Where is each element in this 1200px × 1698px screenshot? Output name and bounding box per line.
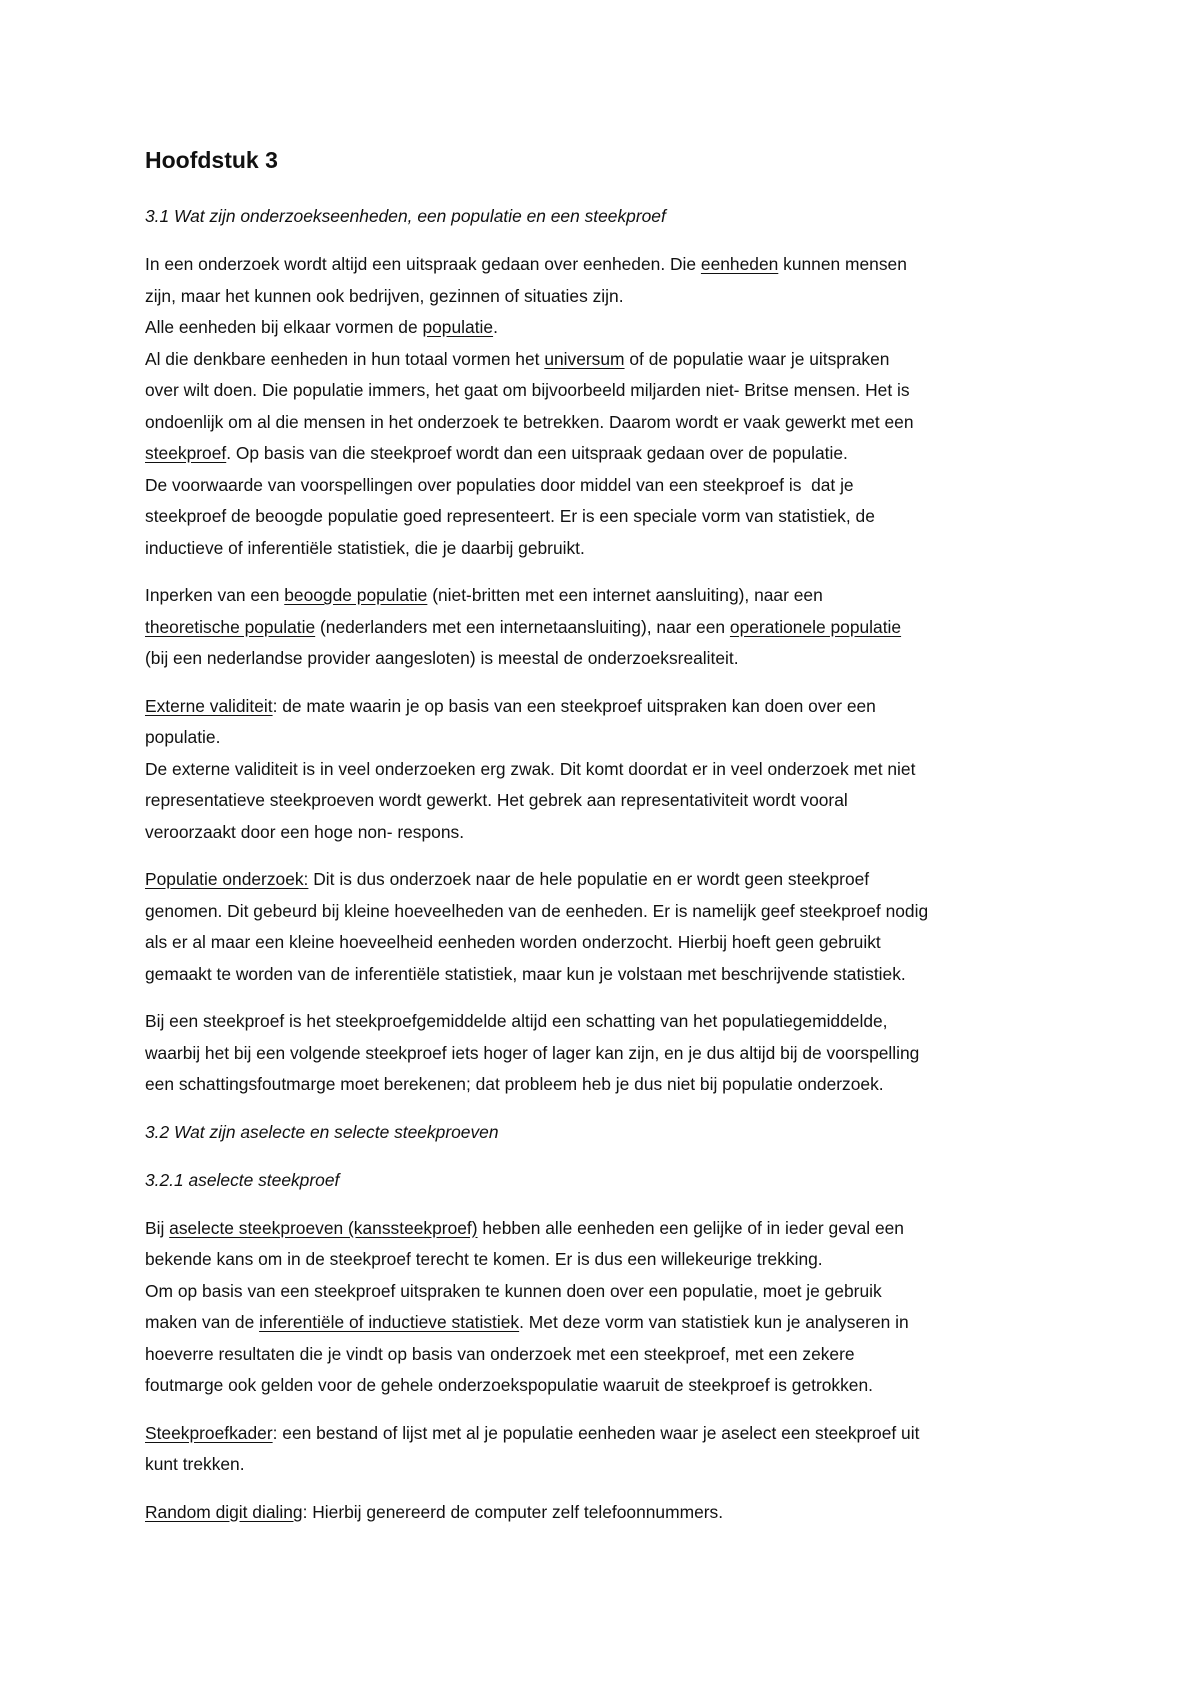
text-line: De externe validiteit is in veel onderzoeken erg zwak. Dit komt doordat er in veel onderzoek met niet	[145, 758, 916, 779]
paragraph-sampling-frame	[145, 1418, 1090, 1481]
section-3-2-1-title: 3.2.1 aselecte steekproef	[145, 1169, 340, 1190]
text-line: Bij een steekproef is het steekproefgemiddelde altijd een schatting van het populatiegemiddelde,	[145, 1011, 888, 1031]
term-theoretische-populatie: theoretische populatie	[145, 616, 316, 637]
text-line: (bij een nederlandse provider aangesloten) is meestal de onderzoeksrealiteit.	[145, 648, 739, 668]
text-line: Populatie onderzoek: Dit is dus onderzoek naar de hele populatie en er wordt geen steekproef	[145, 869, 870, 889]
term-steekproef: steekproef	[145, 443, 227, 463]
text-line: als er al maar een kleine hoeveelheid eenheden worden onderzocht. Hierbij hoeft geen gebruikt	[145, 932, 881, 952]
text-line: een schattingsfoutmarge moet berekenen; dat probleem heb je dus niet bij populatie onderzoek.	[145, 1074, 884, 1094]
text-line: steekproef. Op basis van die steekproef wordt dan een uitspraak gedaan over de populatie.	[145, 443, 848, 463]
text-line: bekende kans om in de steekproef terecht te komen. Er is dus een willekeurige trekking.	[145, 1249, 823, 1269]
text-line: veroorzaakt door een hoge non- respons.	[145, 821, 465, 842]
text-line: ondoenlijk om al die mensen in het onderzoek te betrekken. Daarom wordt er vaak gewerkt met een	[145, 411, 914, 432]
text-line: Inperken van een beoogde populatie (niet-britten met een internet aansluiting), naar een	[145, 585, 823, 605]
text-line: representatieve steekproeven wordt gewerkt. Het gebrek aan representativiteit wordt vooral	[145, 790, 848, 810]
section-3-2-title: 3.2 Wat zijn aselecte en selecte steekproeven	[145, 1121, 499, 1142]
text-line: In een onderzoek wordt altijd een uitspraak gedaan over eenheden. Die eenheden kunnen mensen	[145, 254, 907, 274]
text-line: maken van de inferentiële of inductieve statistiek. Met deze vorm van statistiek kun je analyseren in	[145, 1312, 909, 1332]
paragraph-population-narrowing	[145, 580, 1090, 675]
text-line: gemaakt te worden van de inferentiële statistiek, maar kun je volstaan met beschrijvende statistiek.	[145, 963, 906, 984]
paragraph-random-digit-dialing	[145, 1497, 1090, 1529]
text-line: hoeverre resultaten die je vindt op basis van onderzoek met een steekproef, met een zekere	[145, 1343, 855, 1364]
term-externe-validiteit: Externe validiteit	[145, 695, 273, 716]
term-random-digit-dialing: Random digit dialing	[145, 1501, 303, 1522]
text-line: Om op basis van een steekproef uitspraken te kunnen doen over een populatie, moet je gebruik	[145, 1280, 882, 1301]
term-populatie-onderzoek: Populatie onderzoek:	[145, 869, 309, 889]
paragraph-external-validity	[145, 691, 1090, 849]
text-line: over wilt doen. Die populatie immers, het gaat om bijvoorbeeld miljarden niet- Britse mensen. Het is	[145, 380, 910, 400]
text-line: inductieve of inferentiële statistiek, die je daarbij gebruikt.	[145, 537, 585, 558]
paragraph-units-population	[145, 249, 1090, 564]
text-line: Random digit dialing: Hierbij genereerd de computer zelf telefoonnummers.	[145, 1501, 724, 1522]
text-line: theoretische populatie (nederlanders met een internetaansluiting), naar een operationele populatie	[145, 616, 902, 637]
term-inferentiele-statistiek: inferentiële of inductieve statistiek	[259, 1312, 520, 1332]
term-eenheden: eenheden	[700, 254, 779, 274]
section-3-1-title: 3.1 Wat zijn onderzoekseenheden, een populatie en een steekproef	[145, 206, 666, 226]
text-line: Al die denkbare eenheden in hun totaal vormen het universum of de populatie waar je uitspraken	[145, 348, 890, 369]
chapter-heading: Hoofdstuk 3	[145, 147, 278, 173]
text-line: waarbij het bij een volgende steekproef iets hoger of lager kan zijn, en je dus altijd bij de voorspelling	[145, 1042, 920, 1063]
text-line: populatie.	[145, 727, 221, 747]
paragraph-sample-mean	[145, 1006, 1090, 1101]
text-line: De voorwaarde van voorspellingen over populaties door middel van een steekproef is dat je	[145, 474, 854, 495]
term-beoogde-populatie: beoogde populatie	[284, 585, 428, 605]
term-populatie: populatie	[422, 317, 494, 337]
paragraph-population-research	[145, 864, 1090, 990]
text-line: kunt trekken.	[145, 1454, 245, 1474]
text-line: Alle eenheden bij elkaar vormen de populatie.	[145, 317, 498, 337]
term-steekproefkader: Steekproefkader	[145, 1422, 273, 1443]
text-line: Bij aselecte steekproeven (kanssteekproef) hebben alle eenheden een gelijke of in ieder geval een	[145, 1217, 904, 1238]
text-line: Steekproefkader: een bestand of lijst met al je populatie eenheden waar je aselect een steekproef uit	[145, 1422, 920, 1443]
text-line: Externe validiteit: de mate waarin je op basis van een steekproef uitspraken kan doen over een	[145, 695, 876, 716]
text-line: foutmarge ook gelden voor de gehele onderzoekspopulatie waaruit de steekproef is getrokken.	[145, 1375, 873, 1395]
term-operationele-populatie: operationele populatie	[729, 616, 902, 637]
term-aselecte-steekproeven: aselecte steekproeven (kanssteekproef)	[169, 1217, 478, 1238]
text-line: genomen. Dit gebeurd bij kleine hoeveelheden van de eenheden. Er is namelijk geef steekproef nodig	[145, 900, 929, 921]
text-line: steekproef de beoogde populatie goed representeert. Er is een speciale vorm van statistiek, de	[145, 506, 875, 526]
text-line: zijn, maar het kunnen ook bedrijven, gezinnen of situaties zijn.	[145, 285, 624, 306]
paragraph-random-sample	[145, 1213, 1090, 1402]
term-universum: universum	[544, 348, 625, 369]
